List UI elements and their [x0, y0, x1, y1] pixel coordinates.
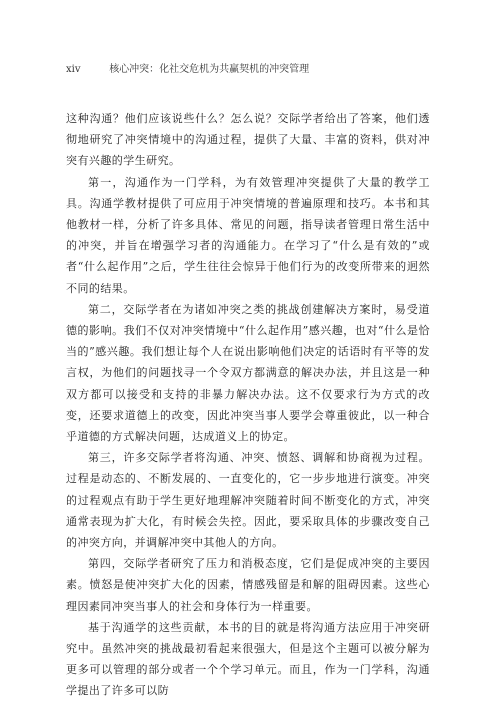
- paragraph-first-point: 第一，沟通作为一门学科，为有效管理冲突提供了大量的教学工具。沟通学教材提供了可应用于冲突情境的普遍原理和技巧。本书和其他教材一样，分析了许多具体、常见的问题，指导读者管理日常生活中的冲突，并旨在增强学习者的沟通能力。在学习了“什么是有效的”或者“什么起作用”之后，学生往往会惊异于他们行为的改变所带来的迥然不同的结果。: [66, 175, 430, 295]
- page-number: xiv: [66, 64, 81, 75]
- running-header: [66, 60, 309, 75]
- paragraph-fourth-point: 第四，交际学者研究了压力和消极态度，它们是促成冲突的主要因素。愤怒是使冲突扩大化的因素，情感残留是和解的阻碍因素。这些心理因素同冲突当事人的社会和身体行为一样重要。: [66, 557, 430, 613]
- paragraph-book-purpose: 基于沟通学的这些贡献，本书的目的就是将沟通方法应用于冲突研究中。虽然冲突的挑战最初看起来很强大，但是这个主题可以被分解为更多可以管理的部分或者一个个学习单元。而且，作为一门学科，沟通学提出了许多可以防: [66, 620, 430, 698]
- body-text: [66, 108, 430, 702]
- paragraph-continuation: 这种沟通？他们应该说些什么？怎么说？交际学者给出了答案，他们透彻地研究了冲突情境中的沟通过程，提供了大量、丰富的资料，供对冲突有兴趣的学生研究。: [66, 112, 430, 168]
- running-title: 核心冲突：化社交危机为共赢契机的冲突管理: [109, 64, 310, 75]
- paragraph-third-point: 第三，许多交际学者将沟通、冲突、愤怒、调解和协商视为过程。过程是动态的、不断发展的、一直变化的，它一步步地进行演变。冲突的过程观点有助于学生更好地理解冲突随着时间不断变化的方式，冲突通常表现为扩大化，有时候会失控。因此，要采取具体的步骤改变自己的冲突方向，并调解冲突中其他人的方向。: [66, 451, 430, 550]
- paragraph-second-point: 第二，交际学者在为诸如冲突之类的挑战创建解决方案时，易受道德的影响。我们不仅对冲突情境中“什么起作用”感兴趣，也对“什么是恰当的”感兴趣。我们想让每个人在说出影响他们决定的话语时有平等的发言权，为他们的问题找寻一个令双方都满意的解决办法，并且这是一种双方都可以接受和支持的非暴力解决办法。这不仅要求行为方式的改变，还要求道德上的改变，因此冲突当事人要学会尊重彼此，以一种合乎道德的方式解决问题，达成道义上的协定。: [66, 302, 430, 444]
